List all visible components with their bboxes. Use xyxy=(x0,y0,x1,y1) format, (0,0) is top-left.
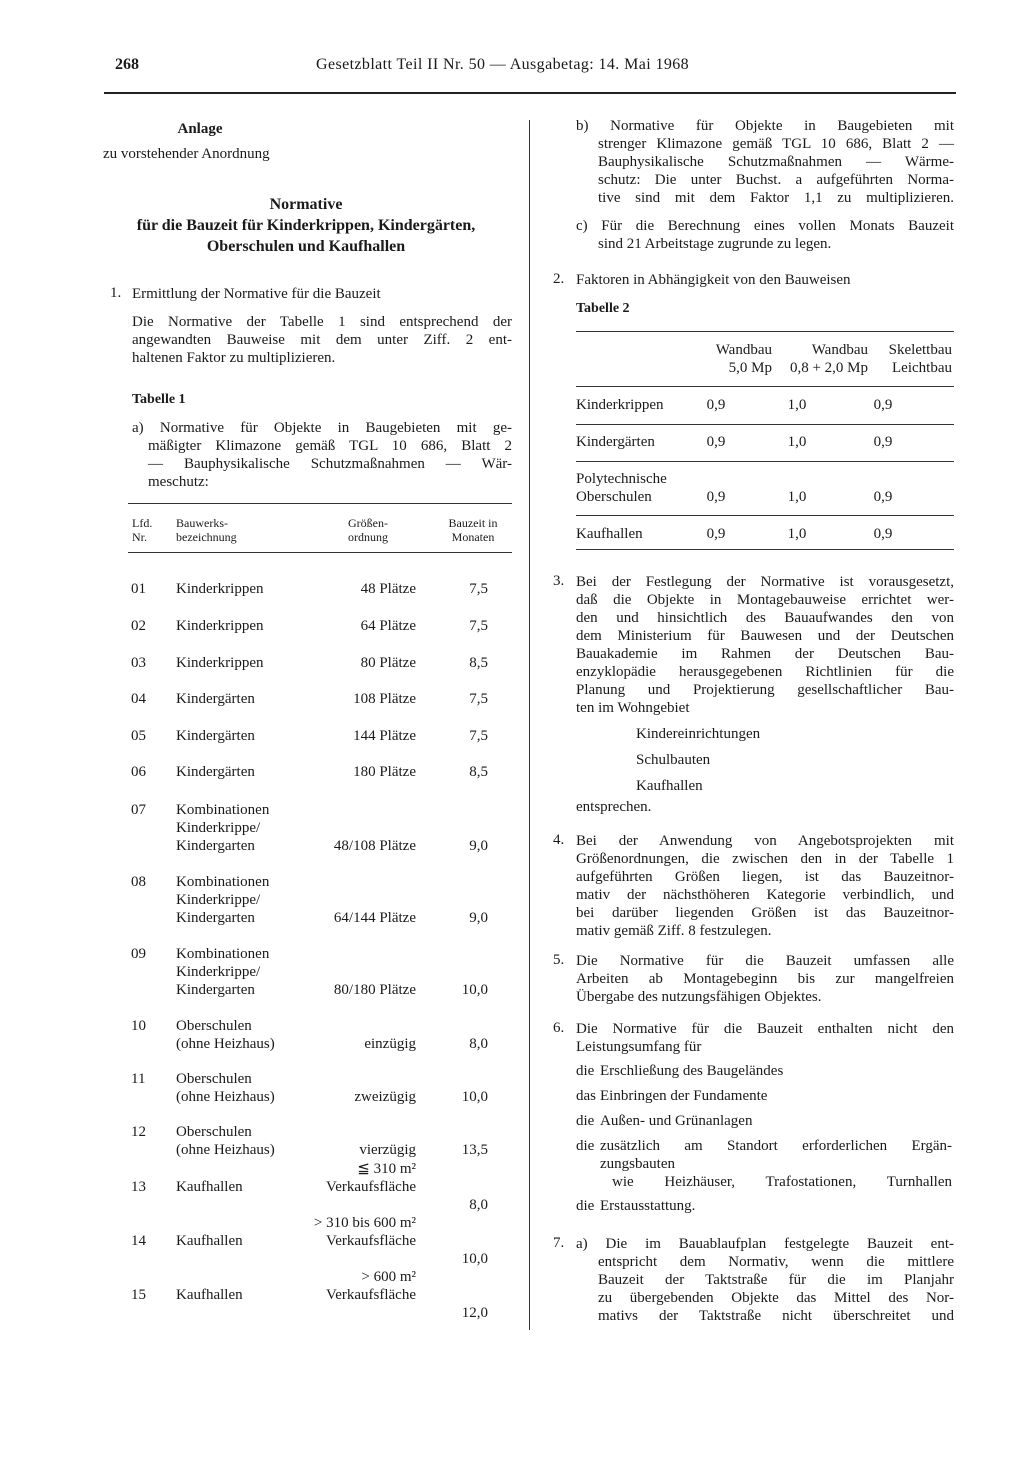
text-line: Die Normative für die Bauzeit umfassen alle xyxy=(576,953,954,969)
row-number: 02 xyxy=(131,618,146,634)
table-2-row-rule xyxy=(576,461,954,462)
item-b xyxy=(576,117,954,207)
text-line: mäßigter Klimazone gemäß TGL 10 686, Blatt 2 xyxy=(148,438,512,454)
size-value xyxy=(286,1088,416,1106)
size-line: ≦ 310 m² xyxy=(357,1161,416,1177)
row-number: 14 xyxy=(131,1233,146,1249)
text-line: ten im Wohngebiet xyxy=(576,700,690,716)
size-value xyxy=(286,763,416,781)
row-number: 06 xyxy=(131,764,146,780)
text-line: haltenen Faktor zu multiplizieren. xyxy=(132,350,336,366)
building-name-line: Kindergärten xyxy=(176,764,255,780)
construction-time: 10,0 xyxy=(461,1251,488,1267)
list-item xyxy=(600,1197,952,1215)
section-3-end: entsprechen. xyxy=(576,799,652,815)
factor-value: 0,9 xyxy=(873,397,893,413)
section-3-number: 3. xyxy=(553,573,565,589)
text-line: bei darüber liegenden Größen ist das Bauzeitnor- xyxy=(576,905,954,921)
row-number: 13 xyxy=(131,1179,146,1195)
anlage-heading: Anlage xyxy=(177,121,223,137)
text-line: Die Normative der Tabelle 1 sind entsprechend der xyxy=(132,314,512,330)
building-name-line: (ohne Heizhaus) xyxy=(176,1142,275,1158)
text-line: meschutz: xyxy=(148,474,209,490)
section-6-number: 6. xyxy=(553,1020,565,1036)
building-name-line: Kindergarten xyxy=(176,910,255,926)
size-line: 80 Plätze xyxy=(360,655,416,671)
size-value xyxy=(286,690,416,708)
page-number: 268 xyxy=(115,56,139,73)
text-line: a) Normative für Objekte in Baugebieten mit ge- xyxy=(132,420,512,436)
list-item-line: wie Heizhäuser, Trafostationen, Turnhallen xyxy=(612,1174,952,1190)
row-number: 11 xyxy=(131,1071,146,1087)
building-name-line: Kindergarten xyxy=(176,982,255,998)
list-article: die xyxy=(576,1063,595,1079)
list-item xyxy=(600,1112,952,1130)
text-line: Bauzeit der Taktstraße für die im Planjahr xyxy=(598,1272,954,1288)
building-name-line: Kaufhallen xyxy=(176,1287,243,1303)
row-number: 09 xyxy=(131,946,146,962)
section-7-text xyxy=(576,1235,954,1325)
text-line: mativ gemäß Ziff. 8 festzulegen. xyxy=(576,923,772,939)
building-name-line: Oberschulen xyxy=(176,1071,252,1087)
text-line: tive sind mit dem Faktor 1,1 zu multiplizieren. xyxy=(598,190,954,206)
building-type-line: Kaufhallen xyxy=(576,526,643,542)
building-name-line: Kinderkrippen xyxy=(176,581,264,597)
size-value xyxy=(286,1214,416,1250)
text-line: den und hinsichtlich des Bauaufwandes den von xyxy=(576,610,954,626)
row-number: 10 xyxy=(131,1018,146,1034)
size-line: 80/180 Plätze xyxy=(333,982,416,998)
size-line: Verkaufsfläche xyxy=(326,1233,416,1249)
size-line: Verkaufsfläche xyxy=(326,1287,416,1303)
building-name-line: Kombinationen xyxy=(176,874,270,890)
list-item: Kindereinrichtungen xyxy=(636,726,761,742)
building-name-line: Kinderkrippe/ xyxy=(176,964,261,980)
text-line: b) Normative für Objekte in Baugebieten mit xyxy=(576,118,954,134)
building-name-line: Oberschulen xyxy=(176,1018,252,1034)
building-type-line: Oberschulen xyxy=(576,489,652,505)
table-2-header xyxy=(576,341,954,379)
section-6-text xyxy=(576,1020,954,1056)
text-line: Bauphysikalische Schutzmaßnahmen — Wärme- xyxy=(598,154,954,170)
size-line: > 310 bis 600 m² xyxy=(313,1215,416,1231)
text-line: Größenordnungen, die zwischen den in der Tabelle 1 xyxy=(576,851,954,867)
text-line: Bauakademie im Rahmen der Deutschen Bau- xyxy=(576,646,954,662)
row-number: 12 xyxy=(131,1124,146,1140)
text-line: — Bauphysikalische Schutzmaßnahmen — Wär- xyxy=(148,456,512,472)
building-name-line: Kaufhallen xyxy=(176,1233,243,1249)
size-value xyxy=(286,727,416,745)
text-line: c) Für die Berechnung eines vollen Monats Bauzeit xyxy=(576,218,954,234)
building-name-line: Kinderkrippe/ xyxy=(176,820,261,836)
construction-time: 7,5 xyxy=(469,691,488,707)
table-2-row-rule xyxy=(576,515,954,516)
list-item-line: zungsbauten xyxy=(600,1156,675,1172)
text-line: Bei der Anwendung von Angebotsprojekten mit xyxy=(576,833,954,849)
size-value xyxy=(286,1035,416,1053)
table-1-header-rule xyxy=(128,552,512,553)
factor-value: 0,9 xyxy=(873,434,893,450)
text-line: strenger Klimazone gemäß TGL 10 686, Blatt 2 — xyxy=(598,136,954,152)
list-item-line: Außen- und Grünanlagen xyxy=(600,1113,753,1129)
building-name-line: Oberschulen xyxy=(176,1124,252,1140)
building-name-line: (ohne Heizhaus) xyxy=(176,1089,275,1105)
title-line: Oberschulen und Kaufhallen xyxy=(206,238,406,255)
col-header-lfd: Lfd. Nr. xyxy=(132,516,153,544)
size-value xyxy=(286,617,416,635)
size-value xyxy=(286,981,416,999)
document-title xyxy=(100,194,512,257)
construction-time: 8,5 xyxy=(469,655,488,671)
section-5-text xyxy=(576,952,954,1006)
size-line: 108 Plätze xyxy=(353,691,416,707)
title-line: Normative xyxy=(269,196,343,213)
size-line: 180 Plätze xyxy=(353,764,416,780)
list-article: die xyxy=(576,1198,595,1214)
building-name-line: (ohne Heizhaus) xyxy=(176,1036,275,1052)
factor-value: 0,9 xyxy=(706,526,726,542)
size-value xyxy=(286,1268,416,1304)
text-line: enzyklopädie herausgegebenen Richtlinien für die xyxy=(576,664,954,680)
text-line: zu übergebenden Objekte das Mittel des Nor- xyxy=(598,1290,954,1306)
factor-value: 1,0 xyxy=(787,434,807,450)
size-value xyxy=(286,837,416,855)
section-2-text: Faktoren in Abhängigkeit von den Bauweisen xyxy=(576,272,851,288)
text-line: aufgeführten Größen liegen, ist das Bauzeitnor- xyxy=(576,869,954,885)
size-line: vierzügig xyxy=(359,1142,416,1158)
size-line: > 600 m² xyxy=(361,1269,416,1285)
size-line: 48 Plätze xyxy=(360,581,416,597)
construction-time: 8,5 xyxy=(469,764,488,780)
building-name-line: Kinderkrippe/ xyxy=(176,892,261,908)
col-header-groesse: Größen- ordnung xyxy=(348,516,388,544)
building-name-line: Kombinationen xyxy=(176,946,270,962)
construction-time: 10,0 xyxy=(461,982,488,998)
size-line: 64/144 Plätze xyxy=(333,910,416,926)
construction-time: 10,0 xyxy=(461,1089,488,1105)
column-divider xyxy=(529,120,530,1330)
construction-time: 9,0 xyxy=(469,838,488,854)
section-3-list xyxy=(636,721,760,799)
building-name-line: Kinderkrippen xyxy=(176,655,264,671)
text-line: Übergabe des nutzungsfähigen Objektes. xyxy=(576,989,822,1005)
building-name-line: Kindergärten xyxy=(176,691,255,707)
list-item: Schulbauten xyxy=(636,752,711,768)
list-article: die xyxy=(576,1138,595,1154)
list-item-line: Erschließung des Baugeländes xyxy=(600,1063,784,1079)
list-item-line: zusätzlich am Standort erforderlichen Ergän- xyxy=(600,1138,952,1154)
tabelle-1-label: Tabelle 1 xyxy=(132,392,186,407)
size-line: 64 Plätze xyxy=(360,618,416,634)
t2-col-header-1: Wandbau 5,0 Mp xyxy=(715,342,772,376)
construction-time: 13,5 xyxy=(461,1142,488,1158)
section-1-number: 1. xyxy=(110,285,122,301)
tabelle-2-label: Tabelle 2 xyxy=(576,301,630,316)
table-2-row-rule xyxy=(576,549,954,550)
factor-value: 0,9 xyxy=(706,397,726,413)
size-value xyxy=(286,654,416,672)
section-1-text xyxy=(132,313,512,367)
row-number: 15 xyxy=(131,1287,146,1303)
text-line: mativs der Taktstraße nicht überschreitet und xyxy=(598,1308,954,1324)
anlage-subheading: zu vorstehender Anordnung xyxy=(103,146,270,162)
section-4-number: 4. xyxy=(553,832,565,848)
title-line: für die Bauzeit für Kinderkrippen, Kindergärten, xyxy=(136,217,476,234)
text-line: Arbeiten ab Montagebeginn bis zur mangelfreien xyxy=(576,971,954,987)
factor-value: 1,0 xyxy=(787,489,807,505)
building-type-line: Polytechnische xyxy=(576,471,667,487)
text-line: angewandten Bauweise mit dem unter Ziff. 2 ent- xyxy=(132,332,512,348)
section-1-heading: Ermittlung der Normative für die Bauzeit xyxy=(132,286,381,302)
size-line: zweizügig xyxy=(354,1089,416,1105)
running-title: Gesetzblatt Teil II Nr. 50 — Ausgabetag: 14. Mai 1968 xyxy=(316,56,690,73)
list-item xyxy=(600,1087,952,1105)
text-line: Bei der Festlegung der Normative ist vorausgesetzt, xyxy=(576,574,954,590)
building-name-line: Kombinationen xyxy=(176,802,270,818)
text-line: a) Die im Bauablaufplan festgelegte Bauzeit ent- xyxy=(576,1236,954,1252)
construction-time: 8,0 xyxy=(469,1036,488,1052)
factor-value: 1,0 xyxy=(787,526,807,542)
list-article: die xyxy=(576,1113,595,1129)
factor-value: 0,9 xyxy=(873,489,893,505)
text-line: dem Ministerium für Bauwesen und der Deutschen xyxy=(576,628,954,644)
row-number: 05 xyxy=(131,728,146,744)
list-item xyxy=(600,1062,952,1080)
text-line: entspricht dem Normativ, wenn die mittlere xyxy=(598,1254,954,1270)
col-header-bauwerk: Bauwerks- bezeichnung xyxy=(176,516,237,544)
factor-value: 0,9 xyxy=(706,489,726,505)
tabelle-1-intro xyxy=(132,419,512,491)
building-name-line: Kaufhallen xyxy=(176,1179,243,1195)
building-type-line: Kindergärten xyxy=(576,434,655,450)
list-item-line: Erstausstattung. xyxy=(600,1198,696,1214)
row-number: 03 xyxy=(131,655,146,671)
construction-time: 7,5 xyxy=(469,728,488,744)
t2-col-header-2: Wandbau 0,8 + 2,0 Mp xyxy=(789,342,868,376)
item-c xyxy=(576,217,954,253)
text-line: Leistungsumfang für xyxy=(576,1039,702,1055)
section-7-number: 7. xyxy=(553,1235,565,1251)
building-name-line: Kindergärten xyxy=(176,728,255,744)
construction-time: 9,0 xyxy=(469,910,488,926)
factor-value: 0,9 xyxy=(873,526,893,542)
size-value xyxy=(286,909,416,927)
text-line: Die Normative für die Bauzeit enthalten nicht den xyxy=(576,1021,954,1037)
text-line: schutz: Die unter Buchst. a aufgeführten Norma- xyxy=(598,172,954,188)
construction-time: 8,0 xyxy=(469,1197,488,1213)
col-header-bauzeit: Bauzeit in Monaten xyxy=(448,516,498,544)
size-line: Verkaufsfläche xyxy=(326,1179,416,1195)
row-number: 07 xyxy=(131,802,146,818)
section-2-number: 2. xyxy=(553,271,565,287)
row-number: 08 xyxy=(131,874,146,890)
list-item-line: Einbringen der Fundamente xyxy=(600,1088,768,1104)
construction-time: 7,5 xyxy=(469,618,488,634)
size-line: einzügig xyxy=(364,1036,416,1052)
section-4-text xyxy=(576,832,954,940)
section-5-number: 5. xyxy=(553,952,565,968)
row-number: 01 xyxy=(131,581,146,597)
text-line: mativ der nächsthöheren Kategorie verbindlich, und xyxy=(576,887,954,903)
t2-col-header-3: Skelettbau Leichtbau xyxy=(888,342,952,376)
size-line: 48/108 Plätze xyxy=(333,838,416,854)
size-value xyxy=(286,1141,416,1159)
list-item xyxy=(600,1137,952,1191)
construction-time: 12,0 xyxy=(461,1305,488,1321)
table-1-top-rule xyxy=(128,503,512,504)
building-name-line: Kinderkrippen xyxy=(176,618,264,634)
text-line: sind 21 Arbeitstage zugrunde zu legen. xyxy=(598,236,832,252)
construction-time: 7,5 xyxy=(469,581,488,597)
row-number: 04 xyxy=(131,691,146,707)
size-line: 144 Plätze xyxy=(353,728,416,744)
size-value xyxy=(286,580,416,598)
header-rule xyxy=(104,92,956,94)
list-item: Kaufhallen xyxy=(636,778,703,794)
table-2-header-rule xyxy=(576,386,954,387)
text-line: Planung und Projektierung gesellschaftlicher Bau- xyxy=(576,682,954,698)
section-3-text xyxy=(576,573,954,717)
table-2-top-rule xyxy=(576,331,954,332)
text-line: daß die Objekte in Montagebauweise errichtet wer- xyxy=(576,592,954,608)
factor-value: 0,9 xyxy=(706,434,726,450)
building-name-line: Kindergarten xyxy=(176,838,255,854)
building-type-line: Kinderkrippen xyxy=(576,397,664,413)
size-value xyxy=(286,1160,416,1196)
table-2-row-rule xyxy=(576,424,954,425)
list-article: das xyxy=(576,1088,596,1104)
factor-value: 1,0 xyxy=(787,397,807,413)
table-1-header xyxy=(128,516,512,552)
